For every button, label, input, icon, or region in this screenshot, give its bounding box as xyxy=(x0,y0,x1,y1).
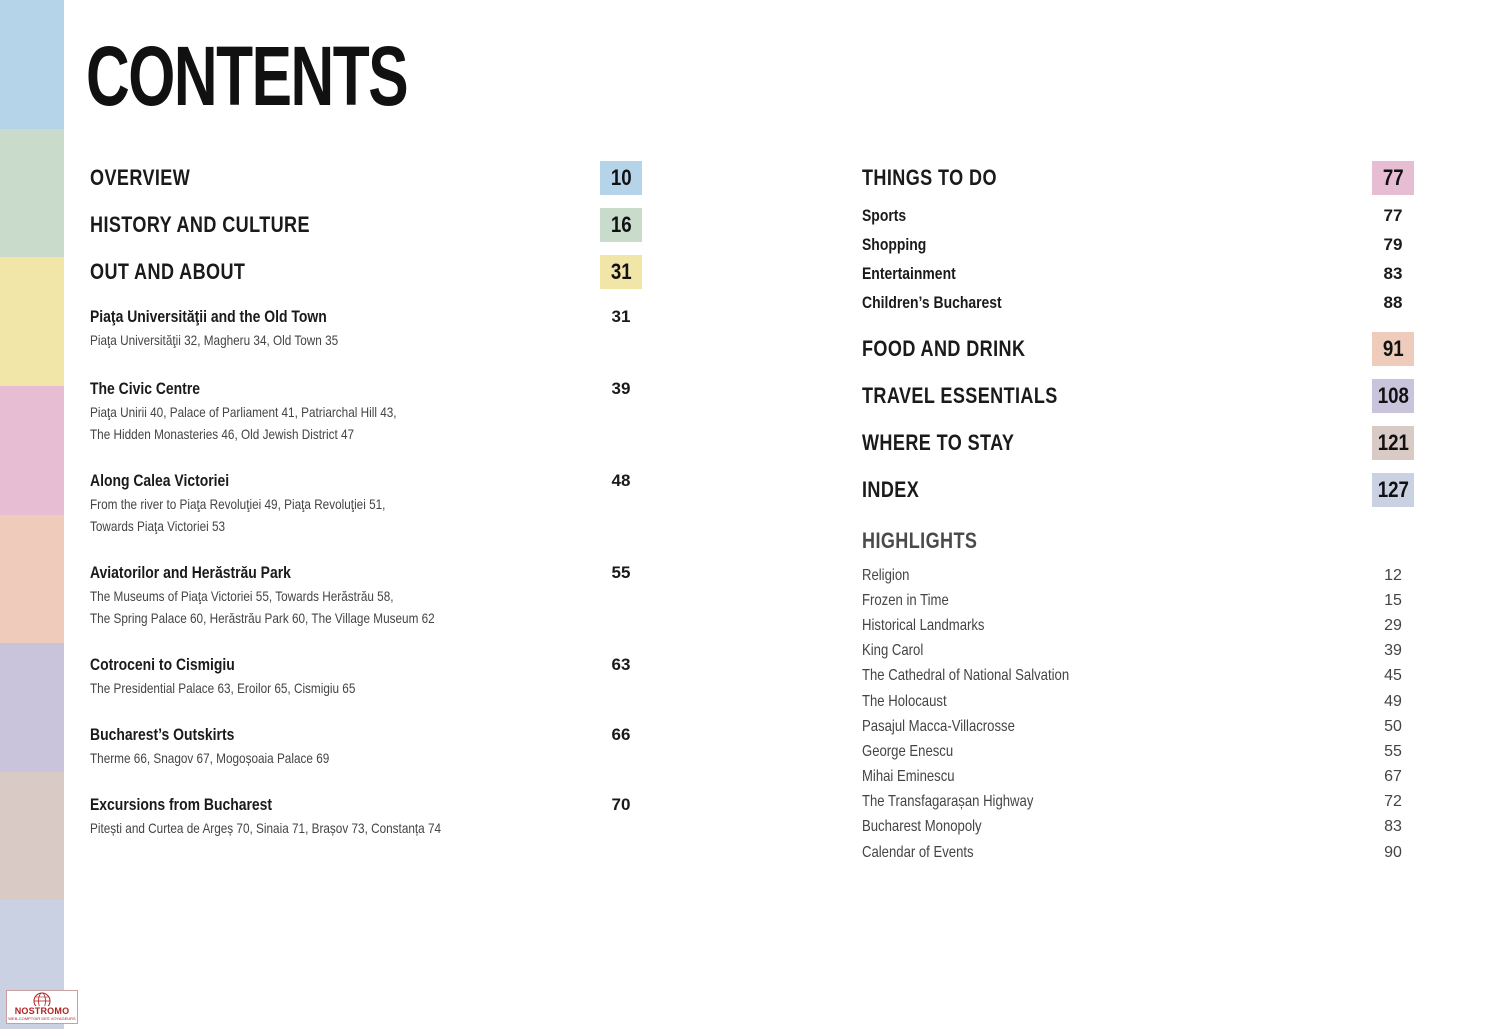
chapter-subtopics xyxy=(90,607,642,629)
chapter-entry[interactable] xyxy=(90,469,642,537)
subsection-page: 88 xyxy=(1383,292,1403,312)
chapter-title-row xyxy=(90,653,642,677)
chapter-page: 70 xyxy=(611,795,631,814)
subsection-row[interactable] xyxy=(862,288,1414,317)
highlights-title: HIGHLIGHTS xyxy=(862,528,978,553)
chapter-title: The Civic Centre xyxy=(90,379,201,398)
subsection-row[interactable] xyxy=(862,230,1414,259)
chapter-title: Along Calea Victoriei xyxy=(90,471,230,490)
section-label: OUT AND ABOUT xyxy=(90,258,246,284)
highlight-row[interactable] xyxy=(862,639,1414,664)
left-column xyxy=(90,154,642,839)
strip-band xyxy=(0,257,64,386)
highlight-row[interactable] xyxy=(862,613,1414,638)
highlight-row[interactable] xyxy=(862,664,1414,689)
chapter-subtopics xyxy=(90,677,642,699)
page-badge xyxy=(600,161,642,195)
page-badge xyxy=(600,255,642,289)
logo-tagline: WEB-COMPTOIR DES VOYAGEURS xyxy=(8,1016,76,1021)
highlight-row[interactable] xyxy=(862,563,1414,588)
chapter-subtopics xyxy=(90,747,642,769)
subtopic-line: Piaţa Unirii 40, Palace of Parliament 41, Patriarchal Hill 43, xyxy=(90,404,397,420)
nostromo-logo xyxy=(6,990,78,1024)
chapter-subtopics xyxy=(90,493,642,515)
chapter-page: 39 xyxy=(611,379,631,398)
subsection-label: Shopping xyxy=(862,234,927,254)
page-number: 108 xyxy=(1377,382,1409,408)
subtopic-line: The Museums of Piaţa Victoriei 55, Towards Herăstrău 58, xyxy=(90,588,394,604)
highlight-row[interactable] xyxy=(862,739,1414,764)
highlight-page: 90 xyxy=(1384,843,1402,861)
section-row[interactable] xyxy=(90,154,642,201)
page-badge xyxy=(1372,426,1414,460)
chapter-subtopics xyxy=(90,423,642,445)
page-title: CONTENTS xyxy=(86,29,408,123)
highlight-page: 39 xyxy=(1384,642,1402,660)
chapter-subtopics xyxy=(90,817,642,839)
chapter-page: 66 xyxy=(611,725,631,744)
chapter-subtopics xyxy=(90,515,642,537)
page-badge xyxy=(1372,161,1414,195)
chapter-subtopics xyxy=(90,585,642,607)
subtopic-line: The Spring Palace 60, Herăstrău Park 60, The Village Museum 62 xyxy=(90,610,435,626)
subtopic-line: From the river to Piaţa Revoluţiei 49, Piaţa Revoluţiei 51, xyxy=(90,496,386,512)
subsection-page: 79 xyxy=(1383,234,1403,254)
chapter-entry[interactable] xyxy=(90,793,642,839)
highlight-page: 29 xyxy=(1384,616,1402,634)
page-number: 77 xyxy=(1382,164,1404,190)
page-number: 121 xyxy=(1377,429,1409,455)
page-badge xyxy=(1372,332,1414,366)
highlight-page: 83 xyxy=(1384,818,1402,836)
globe-icon xyxy=(33,992,51,1006)
highlight-page: 45 xyxy=(1384,667,1402,685)
chapter-title-row xyxy=(90,377,642,401)
strip-band xyxy=(0,129,64,258)
page-badge xyxy=(1372,379,1414,413)
section-label: INDEX xyxy=(862,476,920,502)
highlight-page: 72 xyxy=(1384,793,1402,811)
highlight-row[interactable] xyxy=(862,790,1414,815)
page-number: 31 xyxy=(610,258,632,284)
chapter-page: 31 xyxy=(611,307,631,326)
section-label: HISTORY AND CULTURE xyxy=(90,211,310,237)
page-number: 127 xyxy=(1377,476,1409,502)
section-row[interactable] xyxy=(862,325,1414,372)
highlight-row[interactable] xyxy=(862,840,1414,865)
subtopic-line: Therme 66, Snagov 67, Mogoșoaia Palace 69 xyxy=(90,750,330,766)
strip-band xyxy=(0,386,64,515)
highlight-row[interactable] xyxy=(862,765,1414,790)
section-label: WHERE TO STAY xyxy=(862,429,1015,455)
highlights-heading xyxy=(862,523,1414,559)
subtopic-line: The Hidden Monasteries 46, Old Jewish District 47 xyxy=(90,426,355,442)
chapter-title-row xyxy=(90,723,642,747)
subsection-page: 77 xyxy=(1383,205,1403,225)
subsection-label: Entertainment xyxy=(862,263,956,283)
highlight-label: Religion xyxy=(862,566,910,584)
section-label: FOOD AND DRINK xyxy=(862,335,1026,361)
chapter-page: 48 xyxy=(611,471,631,490)
chapter-subtopics xyxy=(90,329,642,351)
strip-band xyxy=(0,772,64,901)
highlight-label: Frozen in Time xyxy=(862,591,949,609)
section-row[interactable] xyxy=(862,419,1414,466)
chapter-entry[interactable] xyxy=(90,723,642,769)
section-label: TRAVEL ESSENTIALS xyxy=(862,382,1058,408)
chapter-entry[interactable] xyxy=(90,305,642,351)
strip-band xyxy=(0,515,64,644)
highlight-page: 49 xyxy=(1384,692,1402,710)
highlight-row[interactable] xyxy=(862,815,1414,840)
page-badge xyxy=(600,208,642,242)
section-row[interactable] xyxy=(90,201,642,248)
chapter-page: 63 xyxy=(611,655,631,674)
chapter-page: 55 xyxy=(611,563,631,582)
highlight-row[interactable] xyxy=(862,714,1414,739)
highlight-page: 15 xyxy=(1384,591,1402,609)
highlight-label: Historical Landmarks xyxy=(862,616,985,634)
subsection-row[interactable] xyxy=(862,259,1414,288)
section-row[interactable] xyxy=(862,466,1414,513)
chapter-entry[interactable] xyxy=(90,561,642,629)
page-badge xyxy=(1372,473,1414,507)
highlight-label: George Enescu xyxy=(862,742,954,760)
subsection-row[interactable] xyxy=(862,201,1414,230)
right-column xyxy=(862,154,1414,865)
highlight-label: Bucharest Monopoly xyxy=(862,818,982,836)
highlight-page: 12 xyxy=(1384,566,1402,584)
page-number: 10 xyxy=(610,164,632,190)
chapter-entry[interactable] xyxy=(90,377,642,445)
subtopic-line: Pitești and Curtea de Argeș 70, Sinaia 71, Brașov 73, Constanța 74 xyxy=(90,820,442,836)
logo-name: NOSTROMO xyxy=(14,1006,70,1016)
highlight-page: 67 xyxy=(1384,768,1402,786)
highlight-label: Calendar of Events xyxy=(862,843,974,861)
highlight-label: Pasajul Macca-Villacrosse xyxy=(862,717,1015,735)
strip-band xyxy=(0,643,64,772)
color-strip xyxy=(0,0,64,1029)
highlight-label: The Holocaust xyxy=(862,692,947,710)
chapter-title-row xyxy=(90,561,642,585)
highlight-row[interactable] xyxy=(862,689,1414,714)
subtopic-line: Towards Piaţa Victoriei 53 xyxy=(90,518,226,534)
highlight-label: King Carol xyxy=(862,642,924,660)
highlight-label: Mihai Eminescu xyxy=(862,768,955,786)
section-things-to-do[interactable] xyxy=(862,154,1414,201)
page-number: 16 xyxy=(610,211,632,237)
highlight-label: The Cathedral of National Salvation xyxy=(862,667,1070,685)
section-label: OVERVIEW xyxy=(90,164,191,190)
subsection-label: Children’s Bucharest xyxy=(862,292,1002,312)
chapter-title: Excursions from Bucharest xyxy=(90,795,273,814)
subsection-page: 83 xyxy=(1383,263,1403,283)
subtopic-line: The Presidential Palace 63, Eroilor 65, Cismigiu 65 xyxy=(90,680,356,696)
section-row[interactable] xyxy=(862,372,1414,419)
chapter-title: Aviatorilor and Herăstrău Park xyxy=(90,563,291,582)
page-number: 91 xyxy=(1382,335,1404,361)
chapter-title-row xyxy=(90,793,642,817)
subsection-label: Sports xyxy=(862,205,907,225)
chapter-title: Cotroceni to Cismigiu xyxy=(90,655,235,674)
chapter-title: Piaţa Universităţii and the Old Town xyxy=(90,307,327,326)
strip-band xyxy=(0,0,64,129)
chapter-title-row xyxy=(90,469,642,493)
highlight-page: 55 xyxy=(1384,742,1402,760)
chapter-title-row xyxy=(90,305,642,329)
highlight-page: 50 xyxy=(1384,717,1402,735)
chapter-subtopics xyxy=(90,401,642,423)
subtopic-line: Piaţa Universităţii 32, Magheru 34, Old Town 35 xyxy=(90,332,339,348)
section-row[interactable] xyxy=(90,248,642,295)
highlight-label: The Transfagarașan Highway xyxy=(862,793,1034,811)
chapter-entry[interactable] xyxy=(90,653,642,699)
section-label: THINGS TO DO xyxy=(862,164,997,190)
chapter-title: Bucharest’s Outskirts xyxy=(90,725,235,744)
highlight-row[interactable] xyxy=(862,588,1414,613)
